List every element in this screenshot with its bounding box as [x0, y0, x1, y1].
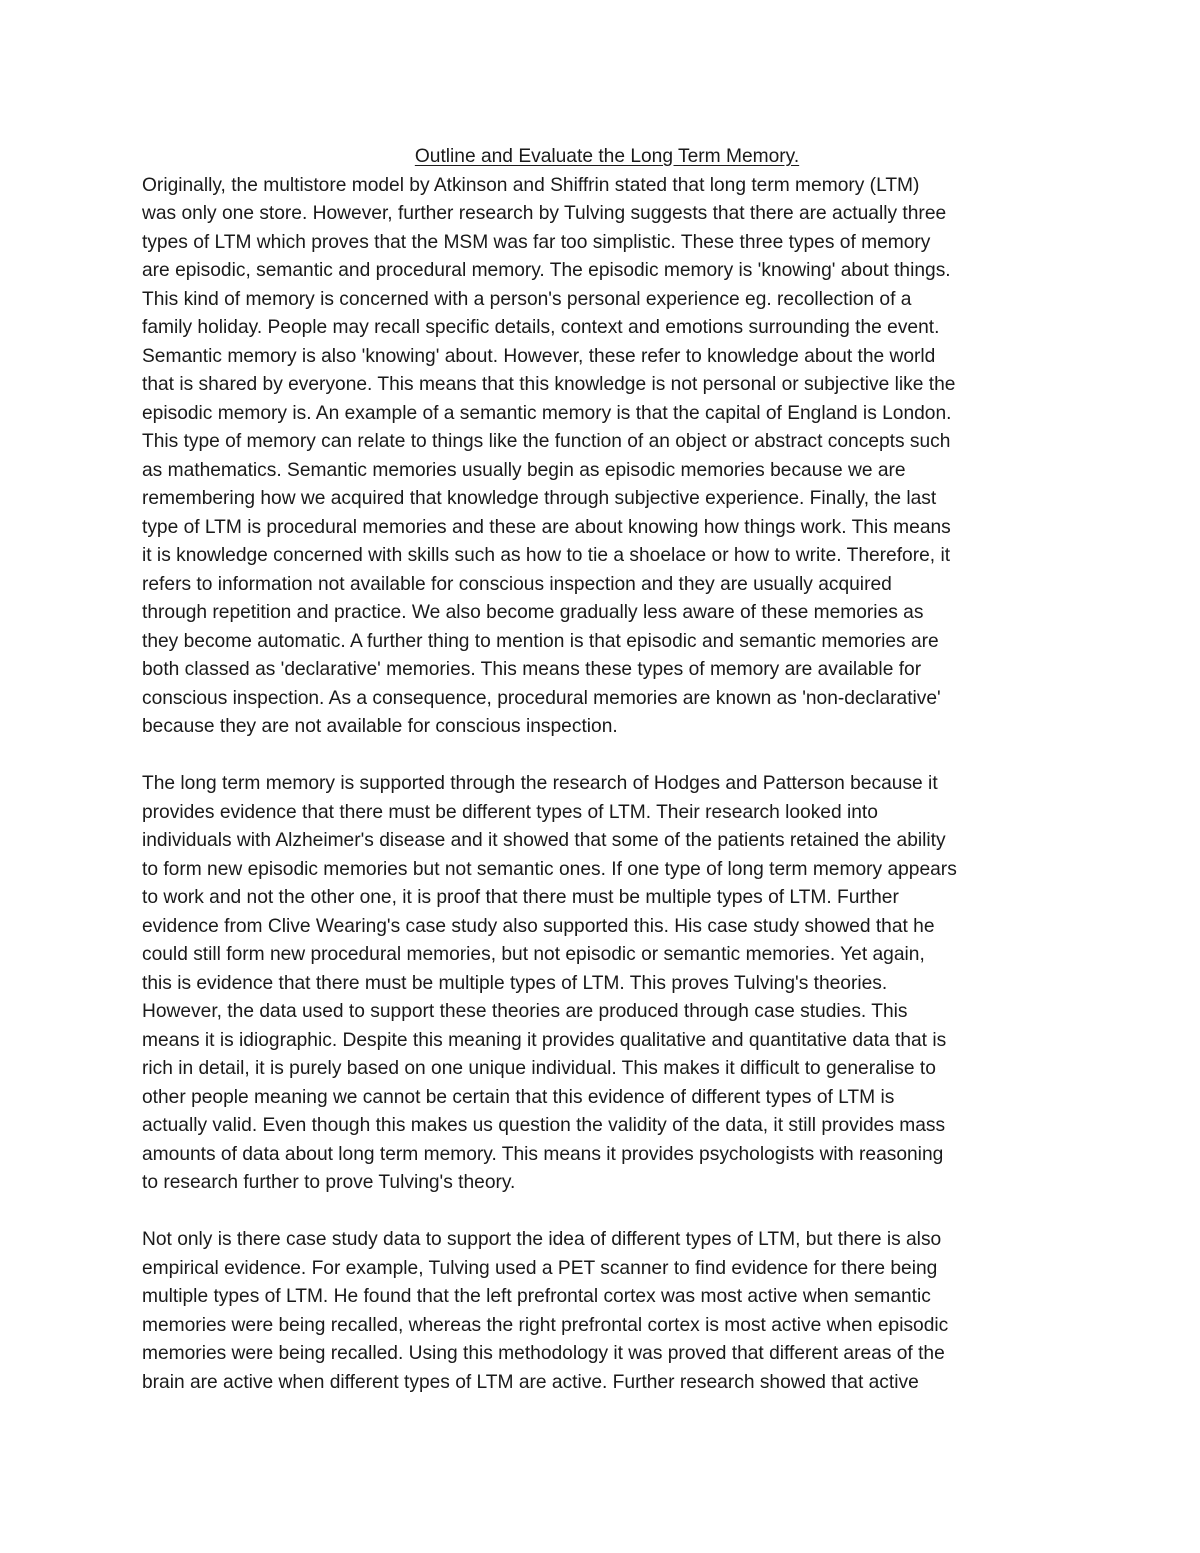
text-line: individuals with Alzheimer's disease and it showed that some of the patients retained the ability	[142, 830, 946, 851]
paragraph-gap	[142, 742, 1072, 771]
text-line: actually valid. Even though this makes us question the validity of the data, it still provides mass	[142, 1115, 946, 1136]
text-line: Semantic memory is also 'knowing' about. However, these refer to knowledge about the world	[142, 345, 936, 367]
text-line: that is shared by everyone. This means that this knowledge is not personal or subjective like the	[142, 374, 956, 395]
text-line: brain are active when different types of LTM are active. Further research showed that active	[142, 1371, 919, 1393]
text-line: as mathematics. Semantic memories usually begin as episodic memories because we are	[142, 459, 906, 481]
text-line: provides evidence that there must be different types of LTM. Their research looked into	[142, 801, 878, 823]
text-line: family holiday. People may recall specific details, context and emotions surrounding the event.	[142, 317, 940, 338]
text-line: rich in detail, it is purely based on one unique individual. This makes it difficult to generalise to	[142, 1058, 936, 1079]
text-line: could still form new procedural memories, but not episodic or semantic memories. Yet again,	[142, 944, 925, 965]
text-line: episodic memory is. An example of a semantic memory is that the capital of England is London.	[142, 402, 952, 424]
text-line: they become automatic. A further thing to mention is that episodic and semantic memories are	[142, 630, 939, 652]
text-line: both classed as 'declarative' memories. This means these types of memory are available for	[142, 659, 922, 680]
text-line: it is knowledge concerned with skills such as how to tie a shoelace or how to write. Therefore, it	[142, 545, 951, 566]
text-line: memories were being recalled, whereas the right prefrontal cortex is most active when episodic	[142, 1314, 949, 1336]
text-line: multiple types of LTM. He found that the left prefrontal cortex was most active when semantic	[142, 1286, 931, 1307]
text-line: evidence from Clive Wearing's case study also supported this. His case study showed that he	[142, 915, 935, 937]
text-line: through repetition and practice. We also become gradually less aware of these memories as	[142, 602, 924, 623]
text-line: remembering how we acquired that knowledge through subjective experience. Finally, the last	[142, 488, 937, 509]
text-line: This kind of memory is concerned with a person's personal experience eg. recollection of a	[142, 288, 912, 310]
text-line: was only one store. However, further research by Tulving suggests that there are actually three	[142, 203, 947, 224]
text-line: to form new episodic memories but not semantic ones. If one type of long term memory appears	[142, 858, 957, 880]
text-line: means it is idiographic. Despite this meaning it provides qualitative and quantitative data that is	[142, 1029, 947, 1051]
text-line: memories were being recalled. Using this methodology it was proved that different areas of the	[142, 1343, 945, 1364]
text-line: because they are not available for conscious inspection.	[142, 716, 618, 737]
text-line: However, the data used to support these theories are produced through case studies. This	[142, 1001, 908, 1022]
text-line: conscious inspection. As a consequence, procedural memories are known as 'non-declarative'	[142, 687, 941, 709]
paragraph-2	[142, 770, 1072, 1198]
text-line: refers to information not available for conscious inspection and they are usually acquired	[142, 573, 892, 595]
text-line: types of LTM which proves that the MSM was far too simplistic. These three types of memory	[142, 231, 931, 253]
document-body	[142, 143, 1072, 1397]
text-line: Not only is there case study data to support the idea of different types of LTM, but there is also	[142, 1229, 942, 1250]
text-line: other people meaning we cannot be certain that this evidence of different types of LTM is	[142, 1086, 895, 1108]
text-line: empirical evidence. For example, Tulving used a PET scanner to find evidence for there being	[142, 1257, 938, 1279]
text-line: This type of memory can relate to things like the function of an object or abstract concepts such	[142, 431, 951, 452]
text-line: to work and not the other one, it is proof that there must be multiple types of LTM. Further	[142, 887, 899, 908]
text-line: type of LTM is procedural memories and these are about knowing how things work. This means	[142, 516, 951, 538]
text-line: The long term memory is supported through the research of Hodges and Patterson because it	[142, 773, 938, 794]
document-title: Outline and Evaluate the Long Term Memory.	[414, 146, 800, 167]
paragraph-gap	[142, 1198, 1072, 1227]
text-line: this is evidence that there must be multiple types of LTM. This proves Tulving's theories.	[142, 972, 888, 994]
text-line: amounts of data about long term memory. This means it provides psychologists with reasoning	[142, 1143, 944, 1165]
text-line: to research further to prove Tulving's theory.	[142, 1172, 516, 1193]
paragraph-3	[142, 1226, 1072, 1397]
paragraph-1	[142, 172, 1072, 742]
text-line: are episodic, semantic and procedural memory. The episodic memory is 'knowing' about things.	[142, 260, 951, 281]
text-line: Originally, the multistore model by Atkinson and Shiffrin stated that long term memory (LTM)	[142, 174, 920, 196]
